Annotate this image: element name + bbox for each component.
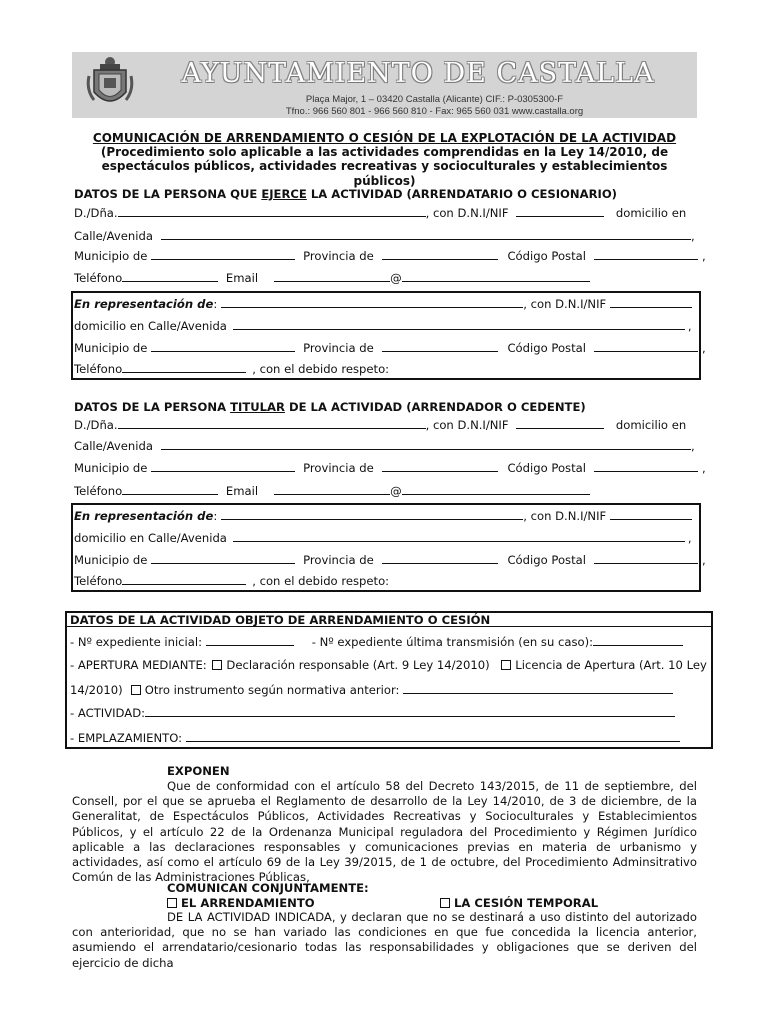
arrendatario-rep-location-row: Municipio de Provincia de Código Postal , <box>74 341 706 355</box>
cesion-checkbox[interactable] <box>440 898 450 908</box>
arrendador-email-user-field[interactable] <box>274 483 390 495</box>
otro-instrumento-row: 14/2010) Otro instrumento según normativa anterior: <box>70 682 673 697</box>
arrendador-address-row: Calle/Avenida , <box>74 439 695 453</box>
arrendatario-rep-cp-field[interactable] <box>594 340 698 352</box>
arrendatario-provincia-field[interactable] <box>382 248 498 260</box>
arrendador-rep-row: En representación de: , con D.N.I/NIF <box>74 508 692 523</box>
arrendador-rep-location-row: Municipio de Provincia de Código Postal , <box>74 553 706 567</box>
arrendador-rep-name-field[interactable] <box>221 508 523 520</box>
actividad-field[interactable] <box>145 705 675 717</box>
address-line: Plaça Major, 1 – 03420 Castalla (Alicante) CIF.: P-0305300-F <box>305 94 564 105</box>
arrendatario-rep-row: En representación de: , con D.N.I/NIF <box>74 296 692 311</box>
arrendatario-rep-provincia-field[interactable] <box>382 340 498 352</box>
arrendamiento-option: EL ARRENDAMIENTO <box>167 896 315 910</box>
arrendatario-contact-row: Teléfono Email @ <box>74 270 590 285</box>
arrendador-rep-phone-field[interactable] <box>122 573 246 585</box>
arrendatario-address-row: Calle/Avenida , <box>74 229 695 243</box>
arrendatario-dni-field[interactable] <box>516 205 604 217</box>
arrendador-contact-row: Teléfono Email @ <box>74 483 590 498</box>
apertura-row: - APERTURA MEDIANTE: Declaración responsable (Art. 9 Ley 14/2010) Licencia de Apertura (Art. 10 Ley <box>70 658 707 672</box>
document-title: COMUNICACIÓN DE ARRENDAMIENTO O CESIÓN DE LA EXPLOTACIÓN DE LA ACTIVIDAD <box>92 131 677 145</box>
arrendador-rep-address-field[interactable] <box>233 530 685 542</box>
comunican-text: DE LA ACTIVIDAD INDICADA, y declaran que no se destinará a uso distinto del autorizado con anterioridad, que no se han variado las condiciones en que fue concedida la licencia anterior, asumiendo el arrendatario/cesionario todas las responsabilidades y obligaciones que se deriven del ejercicio de dicha <box>72 910 697 970</box>
contact-line: Tfno.: 966 560 801 - 966 560 810 - Fax: 965 560 031 www.castalla.org <box>285 106 584 117</box>
section-activity-heading: DATOS DE LA ACTIVIDAD OBJETO DE ARRENDAMIENTO O CESIÓN <box>70 613 491 627</box>
arrendatario-phone-field[interactable] <box>122 270 218 282</box>
arrendador-name-row: D./Dña. , con D.N.I/NIF domicilio en <box>74 418 687 432</box>
arrendatario-rep-name-field[interactable] <box>221 296 523 308</box>
arrendador-cp-field[interactable] <box>594 460 698 472</box>
arrendatario-email-domain-field[interactable] <box>402 270 590 282</box>
declaracion-checkbox[interactable] <box>212 660 222 670</box>
emplazamiento-row: - EMPLAZAMIENTO: <box>70 730 680 745</box>
organization-title: AYUNTAMIENTO DE CASTALLA <box>181 58 655 89</box>
arrendatario-address-field[interactable] <box>161 228 691 240</box>
arrendador-provincia-field[interactable] <box>382 460 498 472</box>
licencia-checkbox[interactable] <box>501 660 511 670</box>
arrendador-rep-municipio-field[interactable] <box>151 552 295 564</box>
arrendatario-rep-phone-row: Teléfono , con el debido respeto: <box>74 362 390 376</box>
arrendamiento-checkbox[interactable] <box>167 898 177 908</box>
arrendatario-rep-dni-field[interactable] <box>610 296 692 308</box>
arrendador-name-field[interactable] <box>118 417 426 429</box>
arrendador-rep-cp-field[interactable] <box>594 552 698 564</box>
arrendador-email-domain-field[interactable] <box>402 483 590 495</box>
otro-instrumento-checkbox[interactable] <box>131 685 141 695</box>
arrendador-rep-provincia-field[interactable] <box>382 552 498 564</box>
section-arrendatario-heading: DATOS DE LA PERSONA QUE EJERCE LA ACTIVIDAD (ARRENDATARIO O CESIONARIO) <box>74 187 617 201</box>
arrendatario-rep-municipio-field[interactable] <box>151 340 295 352</box>
otro-instrumento-field[interactable] <box>403 682 673 694</box>
arrendatario-municipio-field[interactable] <box>151 248 295 260</box>
arrendador-rep-dni-field[interactable] <box>610 508 692 520</box>
arrendador-address-field[interactable] <box>161 438 691 450</box>
arrendador-dni-field[interactable] <box>516 417 604 429</box>
arrendatario-rep-address-field[interactable] <box>233 318 685 330</box>
section-arrendador-heading: DATOS DE LA PERSONA TITULAR DE LA ACTIVIDAD (ARRENDADOR O CEDENTE) <box>74 400 586 414</box>
arrendatario-name-field[interactable] <box>118 205 426 217</box>
cesion-option: LA CESIÓN TEMPORAL <box>440 896 598 910</box>
arrendatario-name-row: D./Dña. , con D.N.I/NIF domicilio en <box>74 206 687 220</box>
expediente-row: - Nº expediente inicial: - Nº expediente última transmisión (en su caso): <box>70 634 683 649</box>
exponen-text: Que de conformidad con el artículo 58 del Decreto 143/2015, de 11 de septiembre, del Consell, por el que se aprueba el Reglamento de desarrollo de la Ley 14/2010, de 3 de diciembre, de la Generalitat, de Espectáculos Públicos, Actividades Recreativas y Socioculturales y Establecimientos Públicos, y el artículo 22 de la Ordenanza Municipal reguladora del Procedimiento y Régimen Jurídico aplicable a las declaraciones responsables y comunicaciones previas en materia de urbanismo y actividades, así como el artículo 69 de la Ley 39/2015, de 1 de octubre, del Procedimiento Adminsitrativo Común de las Administraciones Públicas, <box>72 779 697 885</box>
arrendatario-email-user-field[interactable] <box>274 270 390 282</box>
arrendador-rep-phone-row: Teléfono , con el debido respeto: <box>74 574 390 588</box>
activity-data-box <box>65 611 713 749</box>
arrendatario-location-row: Municipio de Provincia de Código Postal , <box>74 249 706 263</box>
letterhead <box>72 52 697 118</box>
expediente-ultima-field[interactable] <box>593 634 683 646</box>
comunican-heading: COMUNICAN CONJUNTAMENTE: <box>167 881 369 895</box>
emplazamiento-field[interactable] <box>186 730 680 742</box>
arrendador-municipio-field[interactable] <box>151 460 295 472</box>
arrendatario-cp-field[interactable] <box>594 248 698 260</box>
arrendador-location-row: Municipio de Provincia de Código Postal , <box>74 461 706 475</box>
document-subtitle-1: (Procedimiento solo aplicable a las actividades comprendidas en la Ley 14/2010, de <box>100 145 669 159</box>
document-subtitle-2: espectáculos públicos, actividades recreativas y socioculturales y establecimientos públicos) <box>101 159 668 188</box>
actividad-row: - ACTIVIDAD: <box>70 705 675 720</box>
arrendador-rep-address-row: domicilio en Calle/Avenida , <box>74 531 692 545</box>
organization-address <box>72 94 697 118</box>
arrendatario-rep-address-row: domicilio en Calle/Avenida , <box>74 319 692 333</box>
arrendatario-rep-phone-field[interactable] <box>122 361 246 373</box>
expediente-inicial-field[interactable] <box>206 634 294 646</box>
exponen-heading: EXPONEN <box>167 764 230 778</box>
arrendador-phone-field[interactable] <box>122 483 218 495</box>
